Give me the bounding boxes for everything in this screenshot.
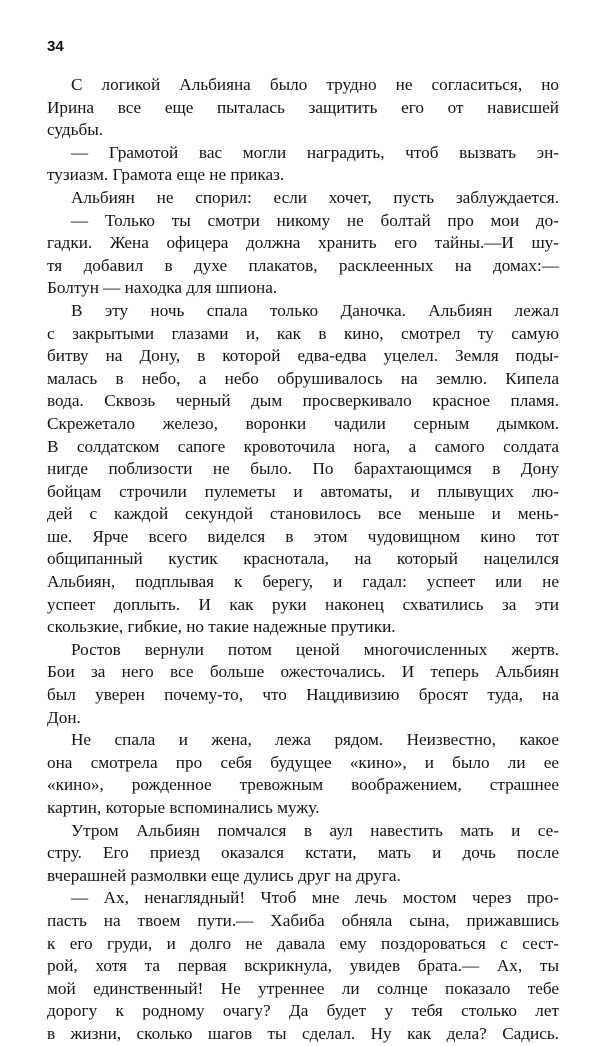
text-line: Альбиян, подплывая к берегу, и гадал: успеет или не (47, 572, 559, 592)
text-line: вода. Сквозь черный дым просверкивало красное пламя. (47, 391, 559, 411)
text-line: — Ах, ненаглядный! Чтоб мне лечь мостом через про- (71, 888, 559, 908)
text-line: в жизни, сколько шагов ты сделал. Ну как дела? Садись. (47, 1023, 559, 1043)
text-line: малась в небо, а небо обрушивалось на землю. Кипела (47, 368, 559, 388)
text-line: С логикой Альбияна было трудно не согласиться, но (71, 75, 559, 94)
body-text (47, 74, 559, 1046)
text-line: пасть на твоем пути.— Хабиба обняла сына, прижавшись (47, 910, 559, 930)
text-line: Не спала и жена, лежа рядом. Неизвестно, какое (71, 730, 559, 750)
page-number: 34 (47, 38, 64, 55)
text-line: В эту ночь спала только Даночка. Альбиян лежал (71, 300, 559, 320)
text-line: — Только ты смотри никому не болтай про мои до- (71, 210, 559, 230)
text-line: Дон. (47, 707, 81, 727)
text-line: нигде поблизости не было. По барахтающимся в Дону (47, 459, 559, 479)
text-line: Болтун — находка для шпиона. (47, 278, 278, 298)
text-line: к его груди, и долго не давала ему поздороваться с сест- (47, 933, 559, 953)
text-line: Ростов вернули потом ценой многочисленных жертв. (71, 639, 559, 659)
text-line: Альбиян не спорил: если хочет, пусть заблуждается. (71, 187, 559, 207)
text-line: бойцам строчили пулеметы и автоматы, и плывущих лю- (47, 481, 559, 501)
text-line: тузиазм. Грамота еще не приказ. (47, 165, 285, 185)
text-line: гадки. Жена офицера должна хранить его тайны.—И шу- (47, 233, 559, 253)
text-line: Скрежетало железо, воронки чадили серным дымком. (47, 413, 559, 433)
text-line: стру. Его приезд оказался кстати, мать и дочь после (47, 843, 559, 863)
text-line: Утром Альбиян помчался в аул навестить мать и се- (71, 820, 559, 840)
text-line: В солдатском сапоге кровоточила нога, а самого солдата (47, 436, 559, 456)
text-line: «кино», рожденное тревожным воображением, страшнее (47, 775, 559, 795)
text-line: вчерашней размолвки еще дулись друг на друга. (47, 865, 401, 885)
text-line: Бои за него все больше ожесточались. И теперь Альбиян (47, 662, 559, 682)
text-line: ше. Ярче всего виделся в этом чудовищном кино тот (47, 526, 559, 546)
text-line: с закрытыми глазами и, как в кино, смотрел ту самую (47, 323, 559, 343)
text-line: тя добавил в духе плакатов, расклеенных на домах:— (47, 255, 559, 275)
text-line: картин, которые вспоминались мужу. (47, 798, 320, 817)
text-line: дорогу к родному очагу? Да будет у тебя столько лет (47, 1001, 559, 1021)
text-line: Ирина все еще пыталась защитить его от нависшей (47, 97, 559, 117)
text-line: битву на Дону, в которой едва-едва уцелел. Земля поды- (47, 346, 559, 366)
text-line: рой, хотя та первая вскрикнула, увидев брата.— Ах, ты (47, 956, 559, 976)
text-line: — Грамотой вас могли наградить, чтоб вызвать эн- (71, 142, 559, 162)
text-line: скользкие, гибкие, но такие надежные прутики. (47, 617, 396, 637)
text-line: общипанный кустик краснотала, на который нацелился (47, 549, 559, 569)
text-line: мой единственный! Не утреннее ли солнце показало тебе (47, 978, 559, 998)
text-line: успеет доплыть. И как руки наконец схватились за эти (47, 594, 559, 614)
text-line: судьбы. (47, 120, 104, 140)
text-line: дей с каждой секундой становилось все меньше и мень- (47, 504, 559, 524)
text-line: она смотрела про себя будущее «кино», и было ли ее (47, 752, 559, 772)
text-line: был уверен почему-то, что Нацдивизию бросят туда, на (47, 685, 559, 705)
